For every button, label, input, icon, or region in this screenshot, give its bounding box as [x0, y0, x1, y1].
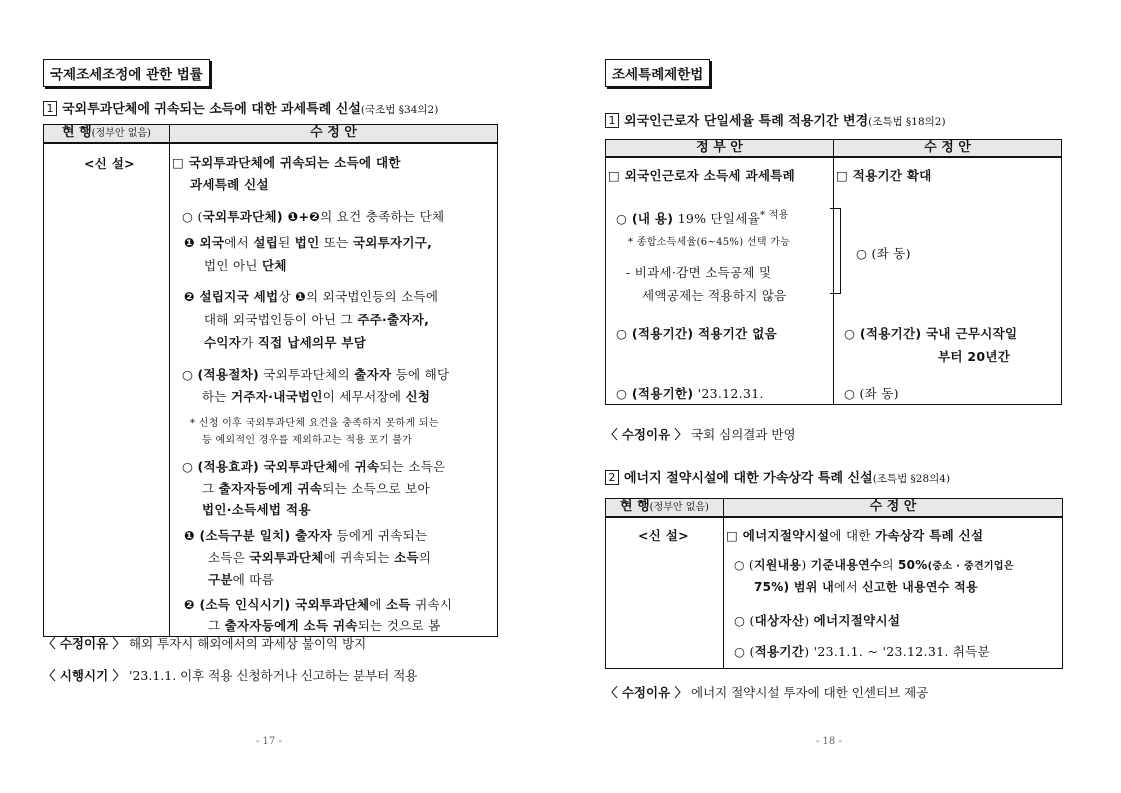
revised-item-9: ❷ (소득 인식시기) 국외투과단체에 소득 귀속시 [184, 597, 453, 612]
revised-item-7-cont2: 법인·소득세법 적용 [202, 502, 311, 517]
revised-item-1: □ 국외투과단체에 귀속되는 소득에 대한 [172, 155, 401, 170]
gov-item-6: ○ (적용기한) '23.12.31. [616, 386, 764, 401]
column-header-current: 현 행(정부안 없음) [606, 499, 724, 518]
revised-item-5: ○ (적용절차) 국외투과단체의 출자자 등에 해당 [182, 367, 450, 382]
left-section-1-title: 1 국외투과단체에 귀속되는 소득에 대한 과세특례 신설(국조법 §34의2) [43, 98, 438, 117]
right-section-1-title: 1 외국인근로자 단일세율 특례 적용기간 변경(조특법 §18의2) [605, 110, 946, 129]
section-number: 2 [605, 470, 619, 485]
column-header-current: 현 행(정부안 없음) [44, 125, 170, 144]
column-header-revised: 수 정 안 [724, 499, 1063, 518]
revised-item-9-cont: 그 출자자등에게 소득 귀속되는 것으로 봄 [208, 618, 441, 633]
revised-item-4: ❷ 설립지국 세법상 ❶의 외국법인등의 소득에 [184, 289, 439, 304]
revised-item-1: □ 적용기간 확대 [836, 168, 932, 183]
gov-note: * 종합소득세율(6~45%) 선택 가능 [628, 237, 791, 248]
revised-item-7-cont: 그 출자자등에게 귀속되는 소득으로 보아 [202, 481, 430, 496]
new-provision-label: <신 설> [638, 528, 689, 543]
revised-same-1: ○ (좌 동) [856, 246, 911, 261]
revised-note: * 신청 이후 국외투과단체 요건을 충족하지 못하게 되는 [190, 418, 439, 429]
section-number: 1 [43, 101, 57, 116]
revised-item-8-cont: 소득은 국외투과단체에 귀속되는 소득의 [208, 550, 432, 565]
revised-cell [724, 517, 1063, 669]
right-revision-reason-2: 〈 수정이유 〉 에너지 절약시설 투자에 대한 인센티브 제공 [605, 685, 929, 700]
revised-item-7: ○ (적용효과) 국외투과단체에 귀속되는 소득은 [182, 459, 446, 474]
revised-item-5-cont: 하는 거주자·내국법인이 세무서장에 신청 [202, 389, 431, 404]
revised-item-1: □ 에너지절약시설에 대한 가속상각 특례 신설 [726, 528, 984, 543]
government-cell [606, 157, 834, 405]
left-revision-reason: 〈 수정이유 〉 해외 투자시 해외에서의 과세상 불이익 방지 [43, 636, 367, 651]
gov-item-5: ○ (적용기간) 적용기간 없음 [616, 326, 777, 341]
law-reference: (조특법 §18의2) [868, 116, 946, 128]
revised-item-4-cont2: 수익자가 직접 납세의무 부담 [204, 335, 367, 350]
current-cell [606, 517, 724, 669]
gov-item-4-cont: 세액공제는 적용하지 않음 [642, 288, 787, 303]
gov-item-1: □ 외국인근로자 소득세 과세특례 [608, 168, 795, 183]
revised-item-1-cont: 과세특례 신설 [190, 177, 269, 192]
page-number-right: - 18 - [816, 736, 842, 747]
column-header-revised: 수 정 안 [170, 125, 498, 144]
bracket-mark [830, 208, 841, 294]
current-cell [44, 143, 170, 637]
revised-item-3: ○ (대상자산) 에너지절약시설 [734, 613, 901, 628]
column-header-revised: 수 정 안 [834, 140, 1062, 158]
revised-cell [834, 157, 1062, 405]
revised-item-8-cont2: 구분에 따름 [208, 572, 275, 587]
revised-item-3: ❶ 외국에서 설립된 법인 또는 국외투자기구, [184, 235, 433, 250]
section-number: 1 [605, 113, 619, 128]
revised-same-2: ○ (좌 동) [844, 386, 899, 401]
law-reference: (국조법 §34의2) [360, 104, 439, 116]
page-number-left: - 17 - [256, 736, 282, 747]
revised-item-2: ○ (국외투과단체) ❶+❷의 요건 충족하는 단체 [182, 209, 445, 224]
left-effective-date: 〈 시행시기 〉 '23.1.1. 이후 적용 신청하거나 신고하는 분부터 적용 [43, 668, 418, 683]
revised-item-8: ❶ (소득구분 일치) 출자자 등에게 귀속되는 [184, 528, 428, 543]
column-header-government: 정 부 안 [606, 140, 834, 158]
right-comparison-table-2 [605, 498, 1063, 669]
revised-item-3-cont: 부터 20년간 [938, 349, 1011, 364]
right-revision-reason-1: 〈 수정이유 〉 국회 심의결과 반영 [605, 427, 796, 442]
revised-note-cont: 등 예외적인 경우를 제외하고는 적용 포기 불가 [202, 435, 413, 446]
new-provision-label: <신 설> [84, 156, 135, 171]
revised-cell [170, 143, 498, 637]
gov-item-4: - 비과세·감면 소득공제 및 [626, 265, 772, 280]
right-section-2-title: 2 에너지 절약시설에 대한 가속상각 특례 신설(조특법 §28의4) [605, 467, 950, 486]
left-law-title: 국제조세조정에 관한 법률 [43, 59, 210, 87]
revised-item-4-cont: 대해 외국법인등이 아닌 그 주주·출자자, [204, 312, 430, 327]
law-reference: (조특법 §28의4) [872, 473, 951, 485]
revised-item-3-cont: 법인 아닌 단체 [204, 258, 287, 273]
right-law-title: 조세특례제한법 [605, 59, 710, 87]
revised-item-4: ○ (적용기간) '23.1.1. ~ '23.12.31. 취득분 [734, 644, 990, 659]
revised-item-2-cont: 75%) 범위 내에서 신고한 내용연수 적용 [754, 580, 978, 594]
gov-item-2: ○ (내 용) 19% 단일세율$^{* 적용}$ [616, 210, 789, 227]
left-comparison-table [43, 124, 498, 637]
revised-item-2: ○ (지원내용) 기준내용연수의 50%(중소 · 중견기업은 [734, 558, 1014, 572]
right-comparison-table-1 [605, 139, 1062, 405]
revised-item-3: ○ (적용기간) 국내 근무시작일 [844, 326, 1018, 341]
